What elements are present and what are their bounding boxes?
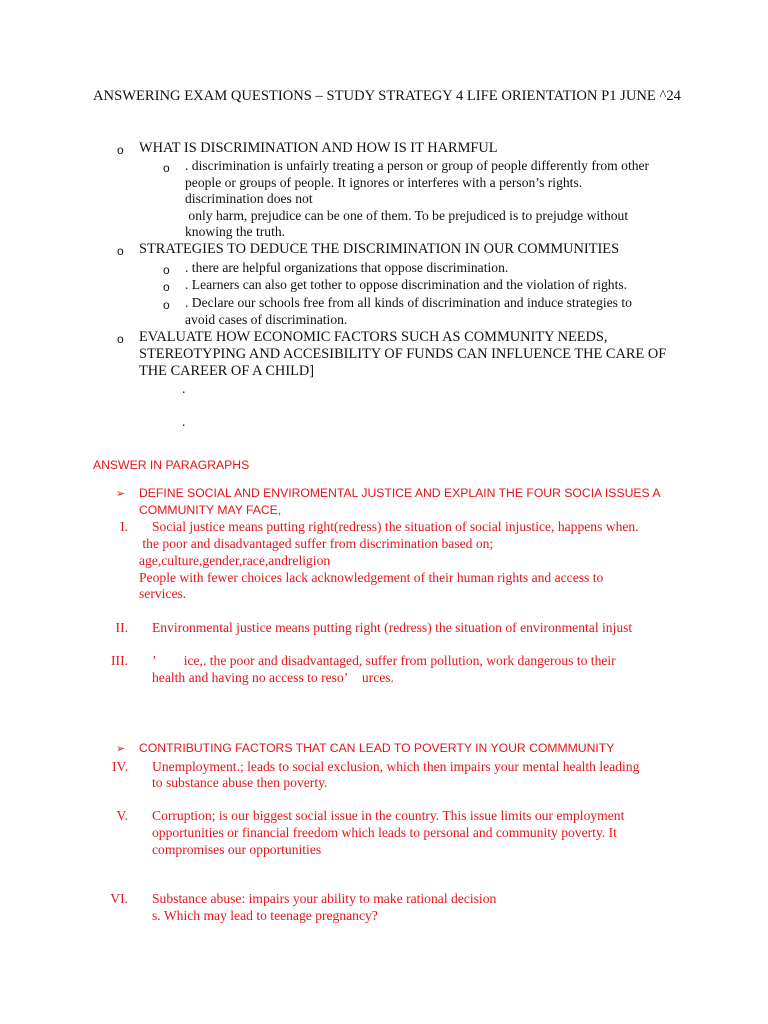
roman-numeral: I. xyxy=(120,519,128,534)
q1-answer-line: . discrimination is unfairly treating a person or group of people differently from other xyxy=(185,158,650,173)
unemployment-line: Unemployment.; leads to social exclusion, which then impairs your mental health leading xyxy=(152,759,640,774)
unemployment-line: to substance abuse then poverty. xyxy=(152,775,328,790)
question-1-heading: WHAT IS DISCRIMINATION AND HOW IS IT HARMFUL xyxy=(139,140,498,156)
sub-bullet-marker: o xyxy=(163,298,170,312)
q1-answer-line: only harm, prejudice can be one of them. To be prejudiced is to prejudge without xyxy=(185,208,629,223)
question-3-heading: EVALUATE HOW ECONOMIC FACTORS SUCH AS COMMUNITY NEEDS, xyxy=(139,329,608,345)
roman-numeral: V. xyxy=(116,808,128,823)
q1-answer-line: discrimination does not xyxy=(185,191,313,206)
q2-answer-line: . there are helpful organizations that oppose discrimination. xyxy=(185,260,509,275)
question-3-heading: THE CAREER OF A CHILD] xyxy=(139,363,315,379)
define-heading: COMMUNITY MAY FACE, xyxy=(139,503,282,517)
q2-answer-line: avoid cases of discrimination. xyxy=(185,312,348,327)
corruption-line: compromises our opportunities xyxy=(152,842,322,857)
q1-answer-line: people or groups of people. It ignores or interferes with a person’s rights. xyxy=(185,175,583,190)
q1-answer-line: knowing the truth. xyxy=(185,224,286,239)
arrow-bullet-icon: ➢ xyxy=(116,487,126,500)
environmental-justice-line: Environmental justice means putting right (redress) the situation of environmental injust xyxy=(152,620,633,635)
q2-answer-line: . Learners can also get tother to oppose discrimination and the violation of rights. xyxy=(185,277,628,292)
bullet-marker: o xyxy=(117,244,124,258)
q3-answer-dot: . xyxy=(182,381,186,396)
question-2-heading: STRATEGIES TO DEDUCE THE DISCRIMINATION IN OUR COMMUNITIES xyxy=(139,241,620,257)
social-justice-line: People with fewer choices lack acknowledgement of their human rights and access to xyxy=(139,570,604,585)
page-title: ANSWERING EXAM QUESTIONS – STUDY STRATEGY 4 LIFE ORIENTATION P1 JUNE ^24 xyxy=(93,88,681,104)
question-3-heading: STEREOTYPING AND ACCESIBILITY OF FUNDS CAN INFLUENCE THE CARE OF xyxy=(139,346,667,362)
bullet-marker: o xyxy=(117,332,124,346)
bullet-marker: o xyxy=(117,143,124,157)
roman-numeral: IV. xyxy=(112,759,128,774)
poverty-heading: CONTRIBUTING FACTORS THAT CAN LEAD TO POVERTY IN YOUR COMMMUNITY xyxy=(139,741,615,755)
social-justice-line: the poor and disadvantaged suffer from discrimination based on; xyxy=(139,536,494,551)
sub-bullet-marker: o xyxy=(163,161,170,175)
define-heading: DEFINE SOCIAL AND ENVIROMENTAL JUSTICE AND EXPLAIN THE FOUR SOCIA ISSUES A xyxy=(139,486,661,500)
answer-heading: ANSWER IN PARAGRAPHS xyxy=(93,458,250,472)
roman-numeral: VI. xyxy=(110,891,128,906)
q2-answer-line: . Declare our schools free from all kinds of discrimination and induce strategies to xyxy=(185,295,632,310)
social-justice-line: age,culture,gender,race,andreligion xyxy=(139,553,331,568)
environmental-issue-line: ʼ ice,. the poor and disadvantaged, suffer from pollution, work dangerous to their xyxy=(152,653,616,668)
corruption-line: opportunities or financial freedom which leads to personal and community poverty. It xyxy=(152,825,617,840)
social-justice-line: services. xyxy=(139,586,187,601)
q3-answer-dot: . xyxy=(182,414,186,429)
substance-abuse-line: s. Which may lead to teenage pregnancy? xyxy=(152,908,378,923)
substance-abuse-line: Substance abuse: impairs your ability to make rational decision xyxy=(152,891,497,906)
sub-bullet-marker: o xyxy=(163,263,170,277)
corruption-line: Corruption; is our biggest social issue in the country. This issue limits our employment xyxy=(152,808,625,823)
environmental-issue-line: health and having no access to resoʼ urces. xyxy=(152,670,394,685)
social-justice-line: Social justice means putting right(redress) the situation of social injustice, happens when. xyxy=(152,519,639,534)
arrow-bullet-icon: ➢ xyxy=(116,742,126,755)
roman-numeral: II. xyxy=(115,620,128,635)
roman-numeral: III. xyxy=(111,653,128,668)
sub-bullet-marker: o xyxy=(163,280,170,294)
